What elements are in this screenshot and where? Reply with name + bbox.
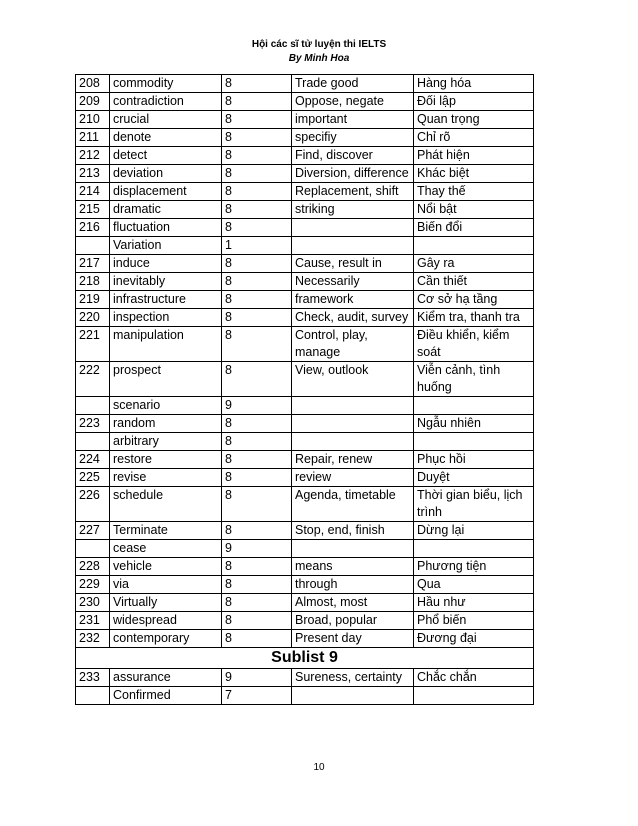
synonym-cell: Broad, popular (292, 612, 414, 630)
level-cell: 9 (222, 669, 292, 687)
meaning-cell: Hàng hóa (414, 75, 534, 93)
table-row (76, 451, 534, 469)
word-cell: displacement (110, 183, 222, 201)
synonym-cell: Control, play, manage (292, 327, 414, 362)
word-cell: assurance (110, 669, 222, 687)
table-row (76, 255, 534, 273)
sublist-title: Sublist 9 (76, 648, 534, 669)
word-cell: Terminate (110, 522, 222, 540)
level-cell: 8 (222, 433, 292, 451)
row-number: 213 (76, 165, 110, 183)
table-row (76, 183, 534, 201)
word-cell: Confirmed (110, 687, 222, 705)
level-cell: 1 (222, 237, 292, 255)
word-cell: fluctuation (110, 219, 222, 237)
synonym-cell: specifiy (292, 129, 414, 147)
meaning-cell: Thời gian biểu, lịch trình (414, 487, 534, 522)
table-row (76, 165, 534, 183)
word-cell: manipulation (110, 327, 222, 362)
level-cell: 8 (222, 93, 292, 111)
word-cell: widespread (110, 612, 222, 630)
word-cell: contemporary (110, 630, 222, 648)
row-number: 224 (76, 451, 110, 469)
level-cell: 8 (222, 309, 292, 327)
row-number (76, 433, 110, 451)
synonym-cell (292, 237, 414, 255)
synonym-cell: important (292, 111, 414, 129)
level-cell: 8 (222, 576, 292, 594)
row-number: 212 (76, 147, 110, 165)
table-row (76, 576, 534, 594)
row-number: 215 (76, 201, 110, 219)
meaning-cell: Quan trọng (414, 111, 534, 129)
level-cell: 8 (222, 273, 292, 291)
row-number: 208 (76, 75, 110, 93)
level-cell: 8 (222, 165, 292, 183)
row-number: 220 (76, 309, 110, 327)
meaning-cell (414, 237, 534, 255)
meaning-cell: Đương đại (414, 630, 534, 648)
synonym-cell: Necessarily (292, 273, 414, 291)
table-row (76, 540, 534, 558)
meaning-cell: Nổi bật (414, 201, 534, 219)
table-row (76, 291, 534, 309)
row-number: 214 (76, 183, 110, 201)
word-cell: arbitrary (110, 433, 222, 451)
word-cell: Variation (110, 237, 222, 255)
level-cell: 8 (222, 558, 292, 576)
table-row (76, 630, 534, 648)
table-row (76, 237, 534, 255)
row-number (76, 540, 110, 558)
level-cell: 8 (222, 415, 292, 433)
synonym-cell: means (292, 558, 414, 576)
table-row (76, 273, 534, 291)
word-cell: random (110, 415, 222, 433)
meaning-cell: Chắc chắn (414, 669, 534, 687)
synonym-cell: through (292, 576, 414, 594)
row-number: 219 (76, 291, 110, 309)
word-cell: denote (110, 129, 222, 147)
table-row (76, 75, 534, 93)
row-number: 223 (76, 415, 110, 433)
vocabulary-table-body (76, 75, 534, 705)
meaning-cell: Điều khiển, kiểm soát (414, 327, 534, 362)
row-number: 227 (76, 522, 110, 540)
level-cell: 8 (222, 451, 292, 469)
word-cell: crucial (110, 111, 222, 129)
meaning-cell: Phục hồi (414, 451, 534, 469)
meaning-cell: Cơ sở hạ tầng (414, 291, 534, 309)
synonym-cell: Present day (292, 630, 414, 648)
synonym-cell (292, 397, 414, 415)
meaning-cell: Đối lập (414, 93, 534, 111)
row-number: 228 (76, 558, 110, 576)
table-row (76, 522, 534, 540)
meaning-cell: Cần thiết (414, 273, 534, 291)
level-cell: 8 (222, 612, 292, 630)
vocabulary-table (75, 74, 534, 705)
synonym-cell: review (292, 469, 414, 487)
table-row (76, 415, 534, 433)
level-cell: 8 (222, 255, 292, 273)
level-cell: 9 (222, 397, 292, 415)
synonym-cell: Stop, end, finish (292, 522, 414, 540)
synonym-cell (292, 433, 414, 451)
meaning-cell: Dừng lại (414, 522, 534, 540)
meaning-cell: Ngẫu nhiên (414, 415, 534, 433)
synonym-cell: Trade good (292, 75, 414, 93)
meaning-cell: Duyệt (414, 469, 534, 487)
level-cell: 8 (222, 201, 292, 219)
synonym-cell (292, 415, 414, 433)
page-number: 10 (313, 762, 325, 773)
row-number: 233 (76, 669, 110, 687)
header-title: Hội các sĩ tử luyện thi IELTS (251, 39, 387, 50)
word-cell: commodity (110, 75, 222, 93)
level-cell: 8 (222, 522, 292, 540)
synonym-cell: Replacement, shift (292, 183, 414, 201)
row-number: 226 (76, 487, 110, 522)
level-cell: 8 (222, 327, 292, 362)
meaning-cell: Biến đổi (414, 219, 534, 237)
word-cell: scenario (110, 397, 222, 415)
synonym-cell: Oppose, negate (292, 93, 414, 111)
row-number: 230 (76, 594, 110, 612)
row-number: 231 (76, 612, 110, 630)
synonym-cell: Agenda, timetable (292, 487, 414, 522)
synonym-cell: Diversion, difference (292, 165, 414, 183)
synonym-cell: Sureness, certainty (292, 669, 414, 687)
level-cell: 8 (222, 129, 292, 147)
level-cell: 8 (222, 183, 292, 201)
row-number: 218 (76, 273, 110, 291)
level-cell: 9 (222, 540, 292, 558)
meaning-cell: Qua (414, 576, 534, 594)
table-row (76, 558, 534, 576)
word-cell: infrastructure (110, 291, 222, 309)
table-row (76, 327, 534, 362)
table-row (76, 201, 534, 219)
level-cell: 7 (222, 687, 292, 705)
row-number: 221 (76, 327, 110, 362)
meaning-cell: Gây ra (414, 255, 534, 273)
meaning-cell (414, 433, 534, 451)
word-cell: revise (110, 469, 222, 487)
table-row (76, 93, 534, 111)
word-cell: Virtually (110, 594, 222, 612)
meaning-cell: Hầu như (414, 594, 534, 612)
meaning-cell: Viễn cảnh, tình huống (414, 362, 534, 397)
header-author: By Minh Hoa (288, 53, 350, 64)
synonym-cell: Repair, renew (292, 451, 414, 469)
word-cell: inspection (110, 309, 222, 327)
level-cell: 8 (222, 630, 292, 648)
table-row (76, 433, 534, 451)
level-cell: 8 (222, 291, 292, 309)
table-row (76, 594, 534, 612)
table-row (76, 612, 534, 630)
level-cell: 8 (222, 362, 292, 397)
row-number: 217 (76, 255, 110, 273)
word-cell: restore (110, 451, 222, 469)
word-cell: inevitably (110, 273, 222, 291)
sublist-row (76, 648, 534, 669)
level-cell: 8 (222, 469, 292, 487)
level-cell: 8 (222, 75, 292, 93)
table-row (76, 129, 534, 147)
word-cell: deviation (110, 165, 222, 183)
table-row (76, 397, 534, 415)
synonym-cell (292, 687, 414, 705)
synonym-cell: framework (292, 291, 414, 309)
meaning-cell: Khác biệt (414, 165, 534, 183)
table-row (76, 669, 534, 687)
row-number (76, 397, 110, 415)
row-number: 222 (76, 362, 110, 397)
table-row (76, 309, 534, 327)
row-number: 210 (76, 111, 110, 129)
level-cell: 8 (222, 594, 292, 612)
word-cell: detect (110, 147, 222, 165)
level-cell: 8 (222, 147, 292, 165)
synonym-cell: Cause, result in (292, 255, 414, 273)
row-number: 225 (76, 469, 110, 487)
page-header (0, 38, 638, 66)
synonym-cell: View, outlook (292, 362, 414, 397)
meaning-cell: Thay thế (414, 183, 534, 201)
row-number (76, 237, 110, 255)
word-cell: contradiction (110, 93, 222, 111)
meaning-cell (414, 540, 534, 558)
table-row (76, 469, 534, 487)
synonym-cell (292, 219, 414, 237)
meaning-cell: Phương tiện (414, 558, 534, 576)
synonym-cell: Check, audit, survey (292, 309, 414, 327)
synonym-cell: Find, discover (292, 147, 414, 165)
table-row (76, 111, 534, 129)
word-cell: via (110, 576, 222, 594)
table-row (76, 487, 534, 522)
word-cell: vehicle (110, 558, 222, 576)
table-row (76, 219, 534, 237)
table-row (76, 362, 534, 397)
synonym-cell: striking (292, 201, 414, 219)
meaning-cell (414, 687, 534, 705)
level-cell: 8 (222, 219, 292, 237)
table-row (76, 147, 534, 165)
word-cell: schedule (110, 487, 222, 522)
row-number: 216 (76, 219, 110, 237)
row-number: 211 (76, 129, 110, 147)
word-cell: cease (110, 540, 222, 558)
meaning-cell: Kiểm tra, thanh tra (414, 309, 534, 327)
meaning-cell: Chỉ rõ (414, 129, 534, 147)
word-cell: prospect (110, 362, 222, 397)
level-cell: 8 (222, 111, 292, 129)
word-cell: induce (110, 255, 222, 273)
row-number: 232 (76, 630, 110, 648)
row-number (76, 687, 110, 705)
meaning-cell: Phổ biến (414, 612, 534, 630)
row-number: 229 (76, 576, 110, 594)
synonym-cell (292, 540, 414, 558)
row-number: 209 (76, 93, 110, 111)
table-row (76, 687, 534, 705)
synonym-cell: Almost, most (292, 594, 414, 612)
word-cell: dramatic (110, 201, 222, 219)
level-cell: 8 (222, 487, 292, 522)
meaning-cell: Phát hiện (414, 147, 534, 165)
meaning-cell (414, 397, 534, 415)
